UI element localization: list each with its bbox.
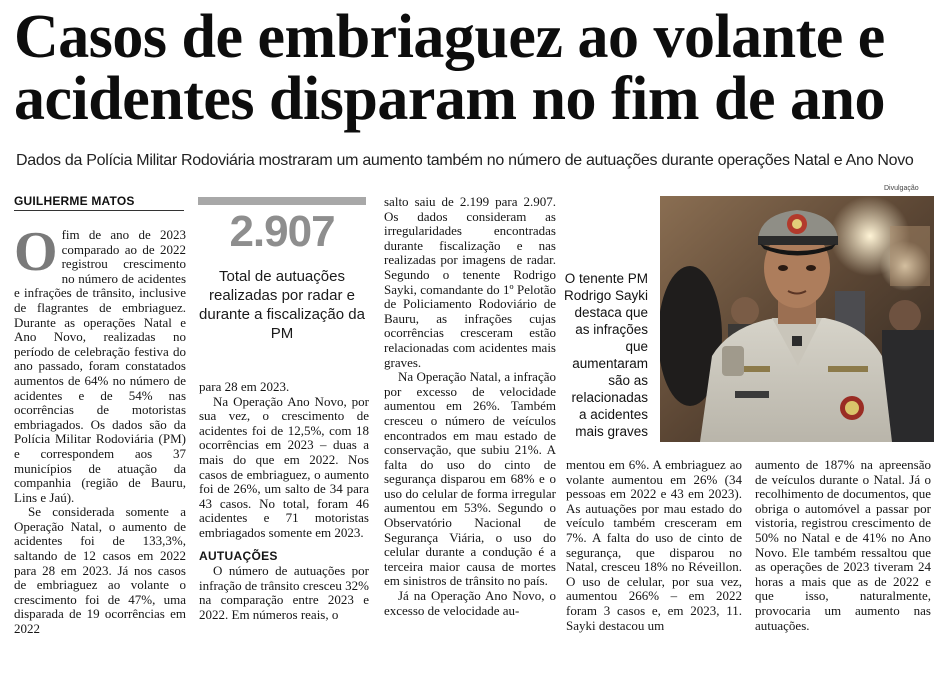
section-subhead: AUTUAÇÕES [199,548,278,563]
headline: Casos de embriaguez ao volante e acidentes disparam no fim de ano [14,3,885,133]
fact-text: Total de autuações realizadas por radar e durante a fiscalização da PM [199,268,365,342]
body-paragraph: Já na Operação Ano Novo, o excesso de velocidade au- [384,588,556,618]
body-paragraph: Na Operação Ano Novo, por sua vez, o crescimento de acidentes foi de 12,5%, com 18 ocorrências em 2023 – duas a mais do que em 2022. Nos casos de embriaguez, o aumento foi de 26%, um salto de 34 para 43 casos. No total, foram 46 acidentes e 71 motoristas embriagados somente em 2023. [199,393,369,540]
article-column-1 [14,221,186,637]
body-paragraph: fim de ano de 2023 comparado ao de 2022 registrou crescimento no número de acidentes e infrações de trânsito, inclusive de flagrantes de embriaguez. Durante as operações Natal e Ano Novo, realizadas no período de celebração festiva do ano passado, foram constatados aumentos de 64% no número de acidentes e de 54% nas ocorrências de motoristas embriagados. Os dados são da Polícia Militar Rodoviária (PM) e correspondem aos 37 municípios de atuação da companhia (região de Bauru, Lins e Jaú). [14,227,186,505]
article-column-4 [566,458,742,633]
body-paragraph: Se considerada somente a Operação Natal, o aumento de acidentes foi de 133,3%, saltando de 12 casos em 2022 para 28 em 2023. Já nos casos de embriaguez ao volante o crescimento foi de 47%, uma disparada de 19 ocorrências em 2022 [14,504,186,637]
officer-photo [660,196,934,442]
body-paragraph: aumento de 187% na apreensão de veículos durante o Natal. Já o recolhimento de documentos, que obriga o automóvel a passar por vistoria, registrou crescimento de 50% no Natal e de 41% no Ano Novo. Ele também ressaltou que as operações de 2023 tiveram 24 horas a mais que as de 2022 e que isso, naturalmente, provocaria um aumento nas autuações. [755,457,931,633]
officer-portrait-image [660,196,934,442]
fact-box [198,197,366,367]
body-paragraph: salto saiu de 2.199 para 2.907. Os dados consideram as irregularidades encontradas durante fiscalização e nas realizadas por imagens de radar. Segundo o tenente Rodrigo Sayki, comandante do 1º Pelotão de Policiamento Rodoviário de Bauru, as infrações cujas ocorrências cresceram estão relacionadas com acidentes mais graves. [384,194,556,370]
drop-cap: O [14,221,58,283]
article-column-5 [755,458,931,633]
body-paragraph: mentou em 6%. A embriaguez ao volante aumentou em 26% (34 pessoas em 2022 e 43 em 2023). As autuações por mau estado do veículo também cresceram em 7%. A falta do uso de cinto de segurança, que disparou no Natal, cresceu 18% no Réveillon. O uso de celular, por sua vez, aumentou 266% – em 2022 foram 3 casos e, em 2023, 11. Sayki destacou um [566,457,742,633]
fact-number: 2.907 [229,207,335,256]
body-paragraph: O número de autuações por infração de trânsito cresceu 32% na comparação entre 2023 e 2022. Em números reais, o [199,563,369,622]
byline: GUILHERME MATOS [14,194,184,211]
article-column-2 [199,380,369,623]
subheadline: Dados da Polícia Militar Rodoviária mostraram um aumento também no número de autuações durante operações Natal e Ano Novo [16,152,914,169]
body-paragraph: para 28 em 2023. [199,379,290,394]
photo-caption: O tenente PM Rodrigo Sayki destaca que as infrações que aumentaram são as relacionadas a acidentes mais graves [563,271,648,439]
article-column-3 [384,195,556,618]
photo-credit: Divulgação [884,185,919,192]
body-paragraph: Na Operação Natal, a infração por excesso de velocidade aumentou em 26%. Também cresceu o número de veículos encontrados em mau estado de conservação, que subiu 21%. A falta do uso do cinto de segurança disparou em 68% e o uso do celular de forma irregular aumentou em 53%. Segundo o Observatório Nacional de Segurança Viária, o uso do celular durante a condução é a terceira maior causa de mortes em sinistros de trânsito no país. [384,369,556,589]
